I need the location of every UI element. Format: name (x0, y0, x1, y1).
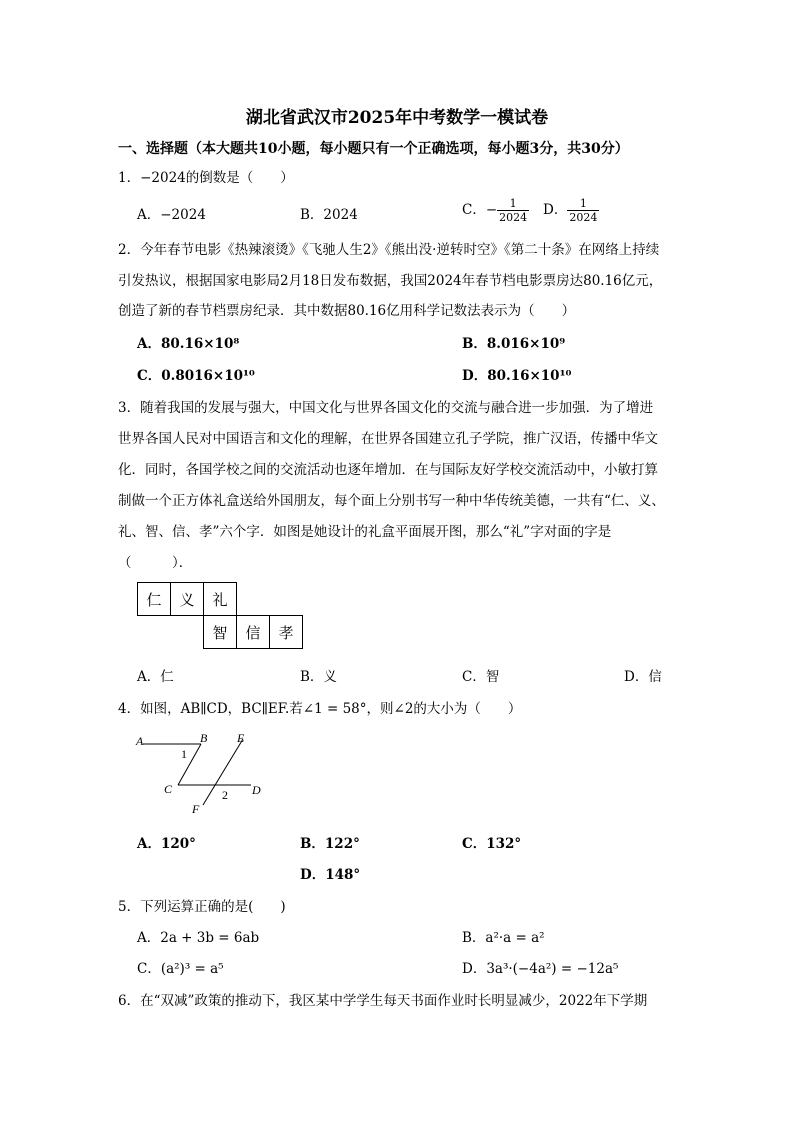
question-2-line-1: 2．今年春节电影《热辣滚烫》《飞驰人生2》《熊出没·逆转时空》《第二十条》在网络上持续 (118, 242, 660, 258)
question-3-option-b: B．义 (300, 669, 337, 685)
question-1-option-b: B．2024 (300, 207, 358, 223)
label-angle-2: 2 (222, 788, 228, 802)
question-3-option-d: D．信 (624, 669, 662, 685)
label-f: F (192, 802, 200, 816)
question-6-line-1: 6．在“双减”政策的推动下，我区某中学学生每天书面作业时长明显减少，2022年下学期 (118, 993, 648, 1009)
question-5-option-b: B．a²·a = a² (462, 930, 545, 946)
net-empty-cell (138, 616, 171, 649)
net-cell: 礼 (204, 583, 237, 616)
label-d: D (252, 783, 261, 797)
fraction-denominator: 2024 (569, 211, 598, 224)
cube-net-figure (137, 582, 303, 649)
question-4-option-a: A．120° (137, 836, 196, 852)
net-cell: 智 (204, 616, 237, 649)
question-3-line-5: 礼、智、信、孝”六个字．如图是她设计的礼盒平面展开图，那么“礼”字对面的字是 (118, 524, 612, 540)
question-4-option-b: B．122° (300, 836, 360, 852)
option-c-prefix: C．− (462, 202, 498, 218)
fraction-numerator: 1 (497, 197, 529, 211)
net-cell: 仁 (138, 583, 171, 616)
fraction-denominator: 2024 (499, 211, 528, 224)
question-5-stem: 5．下列运算正确的是( ) (118, 899, 286, 915)
question-4-option-c: C．132° (462, 836, 522, 852)
net-empty-cell (237, 583, 270, 616)
net-cell: 孝 (270, 616, 303, 649)
label-e: E (237, 731, 245, 745)
option-d-prefix: D． (543, 202, 568, 218)
fraction-numerator: 1 (567, 197, 599, 211)
question-3-line-2: 世界各国人民对中国语言和文化的理解，在世界各国建立孔子学院，推广汉语，传播中华文 (118, 431, 658, 447)
question-5-option-c: C．(a²)³ = a⁵ (137, 961, 224, 977)
question-3-option-c: C．智 (462, 669, 500, 685)
section-heading: 一、选择题（本大题共10小题，每小题只有一个正确选项，每小题3分，共30分） (118, 141, 629, 157)
net-cell: 信 (237, 616, 270, 649)
label-angle-1: 1 (181, 747, 187, 761)
label-a: A (136, 734, 144, 748)
question-2-option-a: A．80.16×10⁸ (137, 336, 240, 352)
question-3-option-a: A．仁 (137, 669, 174, 685)
question-4-stem: 4．如图，AB∥CD，BC∥EF.若∠1 = 58°，则∠2的大小为（ ） (118, 701, 522, 717)
question-5-option-d: D．3a³·(−4a²) = −12a⁵ (462, 961, 619, 977)
net-empty-cell (171, 616, 204, 649)
net-empty-cell (270, 583, 303, 616)
question-3-line-4: 制做一个正方体礼盒送给外国朋友，每个面上分别书写一种中华传统美德，一共有“仁、义、 (118, 493, 665, 509)
question-4-option-d: D．148° (300, 867, 361, 883)
question-1-option-c (462, 197, 529, 224)
question-3-line-3: 化．同时，各国学校之间的交流活动也逐年增加．在与国际友好学校交流活动中，小敏打算 (118, 462, 658, 478)
fraction (497, 197, 529, 224)
question-1-stem: 1．−2024的倒数是（ ） (118, 170, 294, 186)
label-b: B (200, 731, 208, 745)
question-3-line-6: （ ）． (118, 555, 193, 571)
question-2-option-d: D．80.16×10¹⁰ (462, 368, 572, 384)
parallel-lines-figure (133, 727, 273, 819)
question-1-option-a: A．−2024 (137, 207, 206, 223)
question-2-option-c: C．0.8016×10¹⁰ (137, 368, 255, 384)
question-5-option-a: A．2a + 3b = 6ab (137, 930, 260, 946)
question-2-line-3: 创造了新的春节档票房纪录．其中数据80.16亿用科学记数法表示为（ ） (118, 303, 576, 319)
net-cell: 义 (171, 583, 204, 616)
question-2-line-2: 引发热议，根据国家电影局2月18日发布数据，我国2024年春节档电影票房达80.16亿元， (118, 273, 663, 289)
label-c: C (164, 782, 173, 796)
exam-title: 湖北省武汉市2025年中考数学一模试卷 (245, 108, 549, 128)
question-1-option-d (543, 197, 599, 224)
fraction (567, 197, 599, 224)
question-2-option-b: B．8.016×10⁹ (462, 336, 566, 352)
question-3-line-1: 3．随着我国的发展与强大，中国文化与世界各国文化的交流与融合进一步加强．为了增进 (118, 400, 654, 416)
